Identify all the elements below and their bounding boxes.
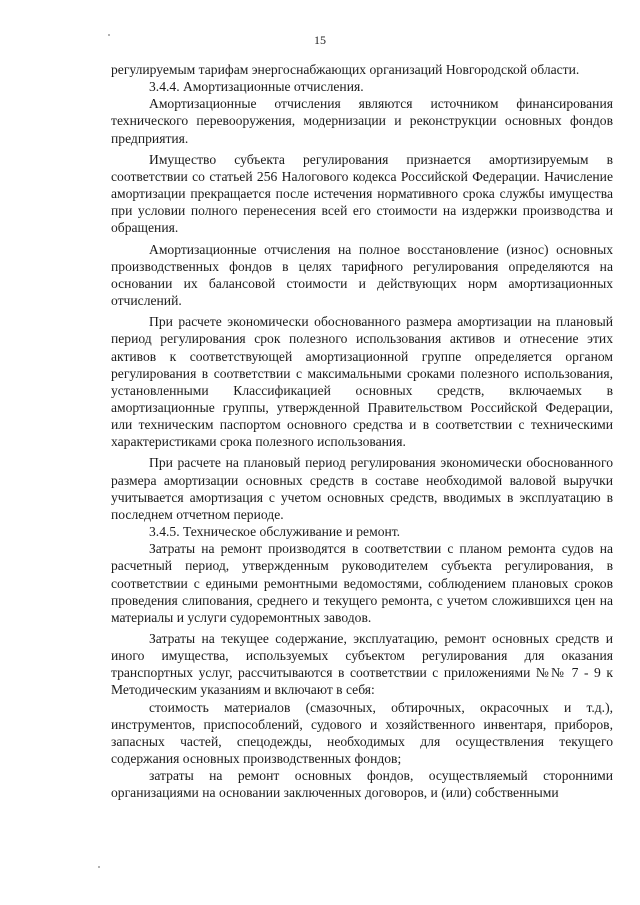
paragraph: Амортизационные отчисления на полное восстановление (износ) основных производственных фондов в целях тарифного регулирования определяются на основании их балансовой стоимости и действующих норм амортизационных отчислений. <box>111 241 613 309</box>
document-body <box>111 61 613 802</box>
paragraph: Амортизационные отчисления являются источником финансирования технического перевооружения, модернизации и реконструкции основных фондов предприятия. <box>111 96 613 146</box>
section-heading-3-4-4: 3.4.4. Амортизационные отчисления. <box>149 79 364 95</box>
paragraph-continuation: регулируемым тарифам энергоснабжающих организаций Новгородской области. <box>111 62 580 77</box>
paragraph: При расчете на плановый период регулирования экономически обоснованного размера амортизации основных средств в составе необходимой валовой выручки учитывается амортизация с учетом основных средств, вводимых в эксплуатацию в последнем отчетном периоде. <box>111 455 613 522</box>
paragraph: Затраты на ремонт производятся в соответствии с планом ремонта судов на расчетный период, утвержденным руководителем субъекта регулирования, в соответствии с едиными ремонтными ведомостями, соблюдением плановых сроков проведения слипования, среднего и текущего ремонта, с учетом сложившихся цен на материалы и услуги судоремонтных заводов. <box>111 541 613 625</box>
page-number: 15 <box>314 33 326 47</box>
paragraph: Имущество субъекта регулирования признается амортизируемым в соответствии со статьей 256 Налогового кодекса Российской Федерации. Начисление амортизации прекращается после истечения нормативного срока службы имущества при условии полного перенесения всей его стоимости на издержки производства и обращения. <box>111 151 613 236</box>
scan-speck <box>108 34 110 36</box>
paragraph: При расчете экономически обоснованного размера амортизации на плановый период регулирования срок полезного использования активов и отнесение этих активов к соответствующей амортизационной группе определяется органом регулирования в соответствии с максимальными сроками полезного использования, установленными Классификацией основных средств, включаемых в амортизационные группы, утвержденной Правительством Российской Федерации, или техническим паспортом основного средства и в соответствии с техническими характеристиками срока полезного использования. <box>111 314 613 450</box>
section-heading-3-4-5: 3.4.5. Техническое обслуживание и ремонт. <box>149 524 401 540</box>
paragraph: затраты на ремонт основных фондов, осуществляемый сторонними организациями на основании заключенных договоров, и (или) собственными <box>111 768 613 801</box>
scan-speck <box>98 866 100 868</box>
paragraph: Затраты на текущее содержание, эксплуатацию, ремонт основных средств и иного имущества, используемых субъектом регулирования для оказания транспортных услуг, рассчитываются в соответствии с приложениями №№ 7 - 9 к Методическим указаниям и включают в себя: <box>111 631 613 698</box>
paragraph: стоимость материалов (смазочных, обтирочных, окрасочных и т.д.), инструментов, приспособлений, судового и хозяйственного инвентаря, приборов, запасных частей, спецодежды, необходимых для осуществления текущего содержания основных производственных фондов; <box>111 699 613 767</box>
